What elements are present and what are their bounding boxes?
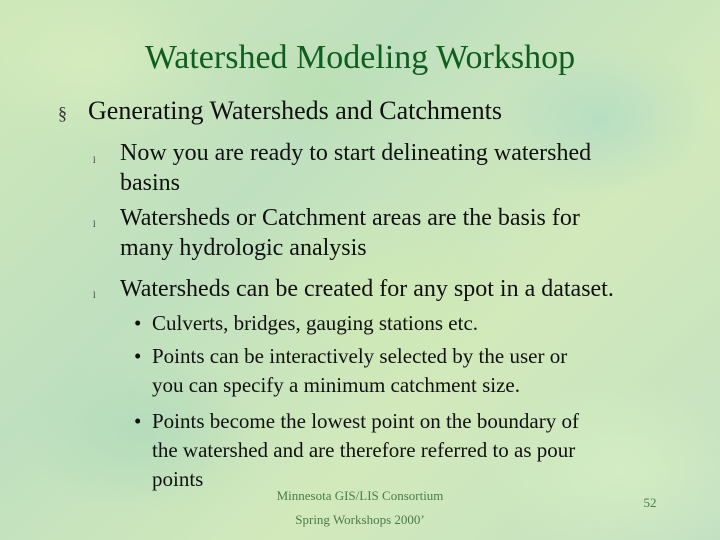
sub-list-item-line: Culverts, bridges, gauging stations etc. xyxy=(152,311,479,335)
sub-list-item-line: Points become the lowest point on the boundary of xyxy=(152,409,579,433)
list-item-line: Now you are ready to start delineating watershed xyxy=(120,140,592,166)
footer-organization: Minnesota GIS/LIS Consortium xyxy=(276,488,444,503)
sub-bullet-icon: • xyxy=(134,409,142,433)
sub-bullet-icon: • xyxy=(134,344,142,368)
sub-list-item xyxy=(152,407,652,494)
section-heading: Generating Watersheds and Catchments xyxy=(88,96,503,125)
list-item-line: Watersheds or Catchment areas are the basis for xyxy=(120,205,580,231)
slide-title: Watershed Modeling Workshop xyxy=(144,39,576,76)
list-item xyxy=(120,138,665,198)
sub-list-item-line: Points can be interactively selected by the user or xyxy=(152,344,568,368)
list-item xyxy=(120,203,665,263)
section-bullet-icon: § xyxy=(58,103,67,123)
list-item-line: basins xyxy=(120,170,180,196)
bullet-icon: l xyxy=(93,290,96,300)
bullet-icon: l xyxy=(93,219,96,229)
bullet-icon: l xyxy=(93,155,96,165)
list-item-line: many hydrologic analysis xyxy=(120,235,367,261)
sub-list-item-line: points xyxy=(152,467,204,491)
sub-list-item xyxy=(152,342,652,400)
sub-list-item xyxy=(152,309,652,338)
sub-bullet-icon: • xyxy=(134,311,142,335)
sub-list-item-line: the watershed and are therefore referred to as pour xyxy=(152,438,576,462)
list-item-line: Watersheds can be created for any spot in a dataset. xyxy=(120,276,614,302)
list-item xyxy=(120,274,680,304)
sub-list-item-line: you can specify a minimum catchment size. xyxy=(152,373,520,397)
page-number: 52 xyxy=(643,495,657,510)
footer xyxy=(250,484,470,532)
footer-event: Spring Workshops 2000’ xyxy=(295,512,425,527)
